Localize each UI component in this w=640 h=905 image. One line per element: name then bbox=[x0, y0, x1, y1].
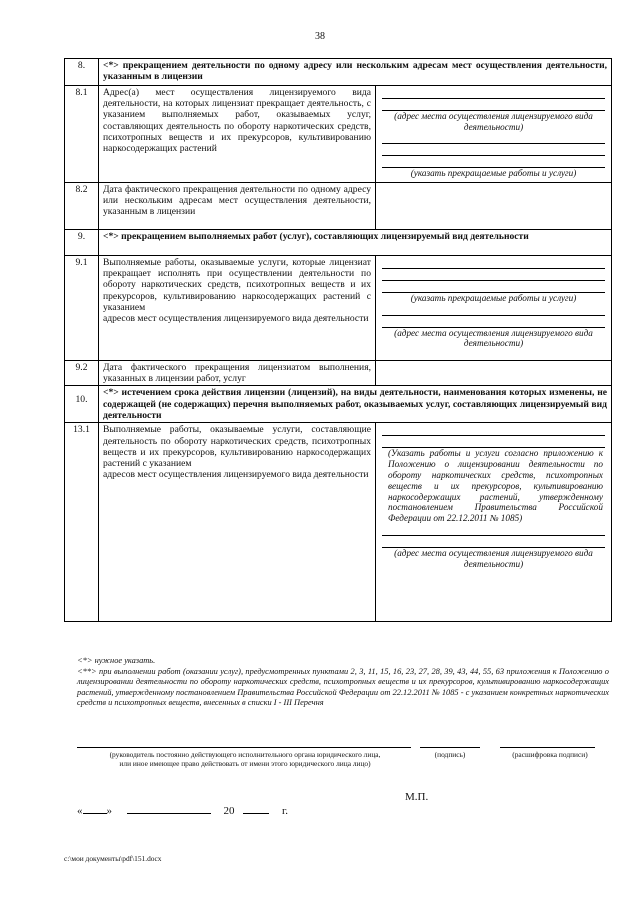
decode-label: (расшифровка подписи) bbox=[512, 750, 588, 759]
row-9-number: 9. bbox=[65, 230, 99, 256]
works-line[interactable] bbox=[382, 269, 605, 281]
row-9-heading: <*> прекращением выполняемых работ (услуг), составляющих лицензируемый вид деятельности bbox=[99, 230, 612, 256]
works-line[interactable] bbox=[382, 257, 605, 269]
decode-line[interactable] bbox=[500, 747, 595, 748]
row-9 bbox=[65, 230, 612, 256]
row-13-1-text-main: Выполняемые работы, оказываемые услуги, составляющие деятельность по обороту наркотических средств, психотропных веществ и их прекурсоров, культивированию наркосодержащих растений с указанием bbox=[103, 424, 371, 470]
date-close-quote: » bbox=[106, 805, 112, 817]
row-9-2-number: 9.2 bbox=[65, 361, 99, 386]
address-caption: (адрес места осуществления лицензируемого вида деятельности) bbox=[394, 547, 593, 569]
row-13-1-text-addr: адресов мест осуществления лицензируемого вида деятельности bbox=[103, 469, 369, 481]
page-number: 38 bbox=[315, 31, 325, 42]
row-8-1-number: 8.1 bbox=[65, 86, 99, 183]
address-line[interactable] bbox=[382, 304, 605, 316]
row-9-2-text: Дата фактического прекращения лицензиатом выполнения, указанных в лицензии работ, услуг bbox=[99, 361, 376, 386]
row-8-1 bbox=[65, 86, 612, 183]
date-year-suffix: г. bbox=[282, 805, 289, 817]
head-signature-line[interactable] bbox=[77, 747, 411, 748]
row-13-1-text bbox=[99, 423, 376, 622]
row-8-number: 8. bbox=[65, 59, 99, 86]
row-8-1-fill bbox=[376, 86, 612, 183]
address-caption: (адрес места осуществления лицензируемого вида деятельности) bbox=[394, 327, 593, 349]
footnote-1: <*> нужное указать. bbox=[77, 656, 156, 665]
works-line[interactable] bbox=[382, 144, 605, 156]
row-9-1-number: 9.1 bbox=[65, 256, 99, 361]
row-9-1-text bbox=[99, 256, 376, 361]
date-open-quote: « bbox=[77, 805, 83, 817]
form-table bbox=[64, 58, 612, 622]
row-13-1 bbox=[65, 423, 612, 622]
row-10-heading: <*> истечением срока действия лицензии (лицензий), на виды деятельности, наименования которых изменены, не содержащей (не содержащих) перечня выполняемых работ, оказываемых услуг, составляющих лицензируемый вид деятельности bbox=[99, 386, 612, 423]
footer-path: c:\мои документы\pdf\151.docx bbox=[64, 854, 162, 863]
row-8 bbox=[65, 59, 612, 86]
works-caption: (Указать работы и услуги согласно приложению к Положению о лицензировании деятельности по обороту наркотических средств, психотропных веществ и их прекурсоров, культивированию наркосодержащих растений, утвержденному постановлением Правительства Российской Федерации от 22.12.2011 № 1085) bbox=[388, 448, 603, 524]
row-9-1-fill bbox=[376, 256, 612, 361]
row-13-1-number: 13.1 bbox=[65, 423, 99, 622]
row-9-2-fill[interactable] bbox=[376, 361, 612, 386]
address-line[interactable] bbox=[382, 87, 605, 99]
date-day-field[interactable] bbox=[83, 804, 107, 814]
address-line[interactable] bbox=[382, 99, 605, 111]
works-line[interactable] bbox=[382, 281, 605, 293]
sign-label: (подпись) bbox=[434, 750, 466, 759]
row-9-1-text-addr: адресов мест осуществления лицензируемого вида деятельности bbox=[103, 313, 369, 325]
address-line[interactable] bbox=[382, 316, 605, 328]
works-caption: (указать прекращаемые работы и услуги) bbox=[410, 293, 577, 303]
row-10-number: 10. bbox=[65, 386, 99, 423]
row-8-2-text: Дата фактического прекращения деятельности по одному адресу или нескольким адресам мест осуществления деятельности, указанным в лицензии bbox=[99, 183, 376, 230]
footnotes bbox=[77, 656, 609, 709]
date-line bbox=[77, 804, 288, 817]
row-9-2 bbox=[65, 361, 612, 386]
works-line[interactable] bbox=[382, 436, 605, 448]
address-line[interactable] bbox=[382, 536, 605, 548]
row-8-2-number: 8.2 bbox=[65, 183, 99, 230]
head-label-line-1: (руководитель постоянно действующего исполнительного органа юридического лица, bbox=[109, 750, 381, 759]
row-9-1 bbox=[65, 256, 612, 361]
works-line[interactable] bbox=[382, 424, 605, 436]
works-line[interactable] bbox=[382, 156, 605, 168]
address-caption: (адрес места осуществления лицензируемого вида деятельности) bbox=[394, 111, 593, 132]
row-8-heading: <*> прекращением деятельности по одному адресу или нескольким адресам мест осуществления деятельности, указанным в лицензии bbox=[99, 59, 612, 86]
footnote-2: <**> при выполнении работ (оказании услуг), предусмотренных пунктами 2, 3, 11, 15, 16, 23, 27, 28, 39, 43, 44, 55, 63 приложения к Положению о лицензировании деятельности по обороту наркотических средств, психотропных веществ и их прекурсоров, культивированию наркосодержащих растений, утвержденному постановлением Правительства Российской Федерации от 22.12.2011 № 1085 - с указанием конкретных наркотических средств и психотропных веществ, внесенных в списки I - III Перечня bbox=[77, 666, 609, 708]
works-caption: (указать прекращаемые работы и услуги) bbox=[410, 168, 577, 179]
date-month-field[interactable] bbox=[127, 804, 211, 814]
signature-line[interactable] bbox=[420, 747, 480, 748]
stamp-place: М.П. bbox=[405, 791, 429, 803]
row-8-2 bbox=[65, 183, 612, 230]
row-13-1-fill bbox=[376, 423, 612, 622]
head-label-line-2: или иное имеющее право действовать от имени этого юридического лица лицо) bbox=[119, 759, 371, 769]
address-line[interactable] bbox=[382, 524, 605, 536]
row-9-1-text-main: Выполняемые работы, оказываемые услуги, которые лицензиат прекращает исполнять при осуществлении деятельности по обороту наркотических средств, психотропных веществ и их прекурсоров, культивированию наркосодержащих растений с указанием bbox=[103, 257, 371, 313]
date-century: 20 bbox=[223, 805, 235, 817]
date-year-field[interactable] bbox=[243, 804, 269, 814]
works-line[interactable] bbox=[382, 132, 605, 144]
row-8-1-text: Адрес(а) мест осуществления лицензируемого вида деятельности, на которых лицензиат прекращает деятельность, с указанием выполняемых работ, оказываемых услуг, составляющих деятельность по обороту наркотических средств, психотропных веществ и их прекурсоров, культивированию наркосодержащих растений bbox=[99, 86, 376, 183]
row-8-2-fill[interactable] bbox=[376, 183, 612, 230]
head-label bbox=[78, 750, 412, 769]
row-10 bbox=[65, 386, 612, 423]
